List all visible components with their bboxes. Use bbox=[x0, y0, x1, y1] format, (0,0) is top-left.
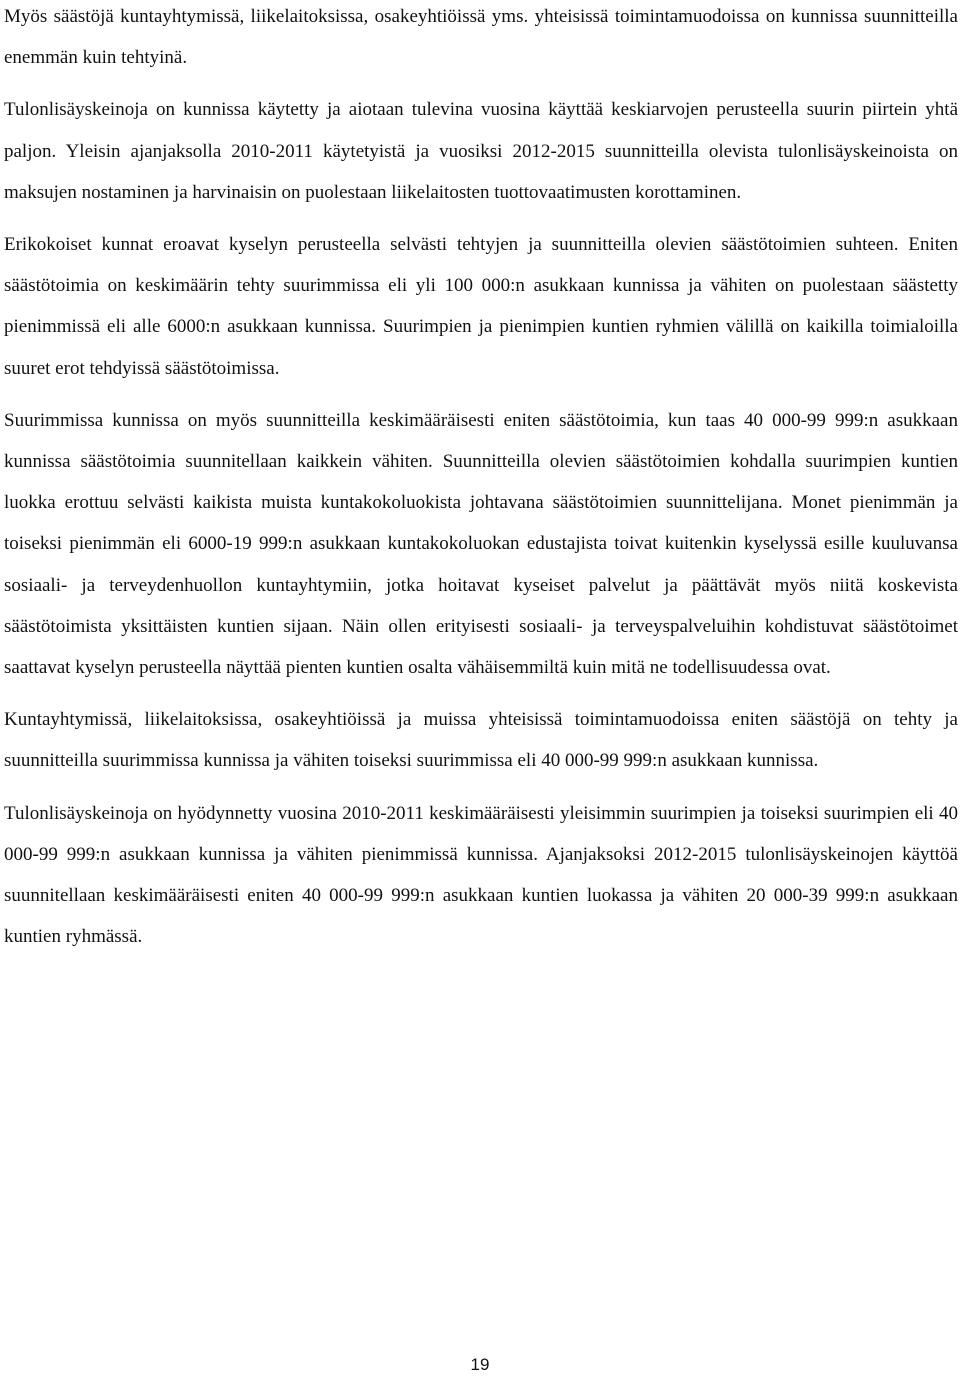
paragraph-planned-savings: Suurimmissa kunnissa on myös suunnitteilla keskimääräisesti eniten säästötoimia, kun taas 40 000-99 999:n asukkaan kunnissa säästötoimia suunnitellaan kaikkein vähiten. Suunnitteilla olevien säästötoimien kohdalla suurimpien kuntien luokka erottuu selvästi kaikista muista kuntakokoluokista johtavana säästötoimien suunnittelijana. Monet pienimmän ja toiseksi pienimmän eli 6000-19 999:n asukkaan kuntakokoluokan edustajista toivat kuitenkin kyselyssä esille kuuluvansa sosiaali- ja terveydenhuollon kuntayhtymiin, jotka hoitavat kyseiset palvelut ja päättävät myös niitä koskevista säästötoimista yksittäisten kuntien sijaan. Näin ollen erityisesti sosiaali- ja terveyspalveluihin kohdistuvat säästötoimet saattavat kyselyn perusteella näyttää pienten kuntien osalta vähäisemmiltä kuin mitä ne todellisuudessa ovat. bbox=[4, 409, 958, 679]
paragraph-municipality-size-differences: Erikokoiset kunnat eroavat kyselyn perusteella selvästi tehtyjen ja suunnitteilla olevien säästötoimien suhteen. Eniten säästötoimia on keskimäärin tehty suurimmissa eli yli 100 000:n asukkaan kunnissa ja vähiten on puolestaan säästetty pienimmissä eli alle 6000:n asukkaan kunnissa. Suurimpien ja pienimpien kuntien ryhmien välillä on kaikilla toimialoilla suuret erot tehdyissä säästötoimissa. bbox=[4, 234, 958, 379]
paragraph-joint-operations-by-size: Kuntayhtymissä, liikelaitoksissa, osakeyhtiöissä ja muissa yhteisissä toimintamuodoissa eniten säästöjä on tehty ja suunnitteilla suurimmissa kunnissa ja vähiten toiseksi suurimmissa eli 40 000-99 999:n asukkaan kunnissa. bbox=[4, 709, 958, 772]
paragraph-joint-operations-savings: Myös säästöjä kuntayhtymissä, liikelaitoksissa, osakeyhtiöissä yms. yhteisissä toimintamuodoissa on kunnissa suunnitteilla enemmän kuin tehtyinä. bbox=[4, 6, 958, 69]
body-text bbox=[4, 0, 958, 957]
page-number: 19 bbox=[470, 1355, 490, 1374]
paragraph-revenue-measures: Tulonlisäyskeinoja on kunnissa käytetty ja aiotaan tulevina vuosina käyttää keskiarvojen perusteella suurin piirtein yhtä paljon. Yleisin ajanjaksolla 2010-2011 käytetyistä ja vuosiksi 2012-2015 suunnitteilla olevista tulonlisäyskeinoista on maksujen nostaminen ja harvinaisin on puolestaan liikelaitosten tuottovaatimusten korottaminen. bbox=[4, 99, 958, 203]
paragraph-revenue-by-size: Tulonlisäyskeinoja on hyödynnetty vuosina 2010-2011 keskimääräisesti yleisimmin suurimpien ja toiseksi suurimpien eli 40 000-99 999:n asukkaan kunnissa ja vähiten pienimmissä kunnissa. Ajanjaksoksi 2012-2015 tulonlisäyskeinojen käyttöä suunnitellaan keskimääräisesti eniten 40 000-99 999:n asukkaan kuntien luokassa ja vähiten 20 000-39 999:n asukkaan kuntien ryhmässä. bbox=[4, 802, 958, 948]
